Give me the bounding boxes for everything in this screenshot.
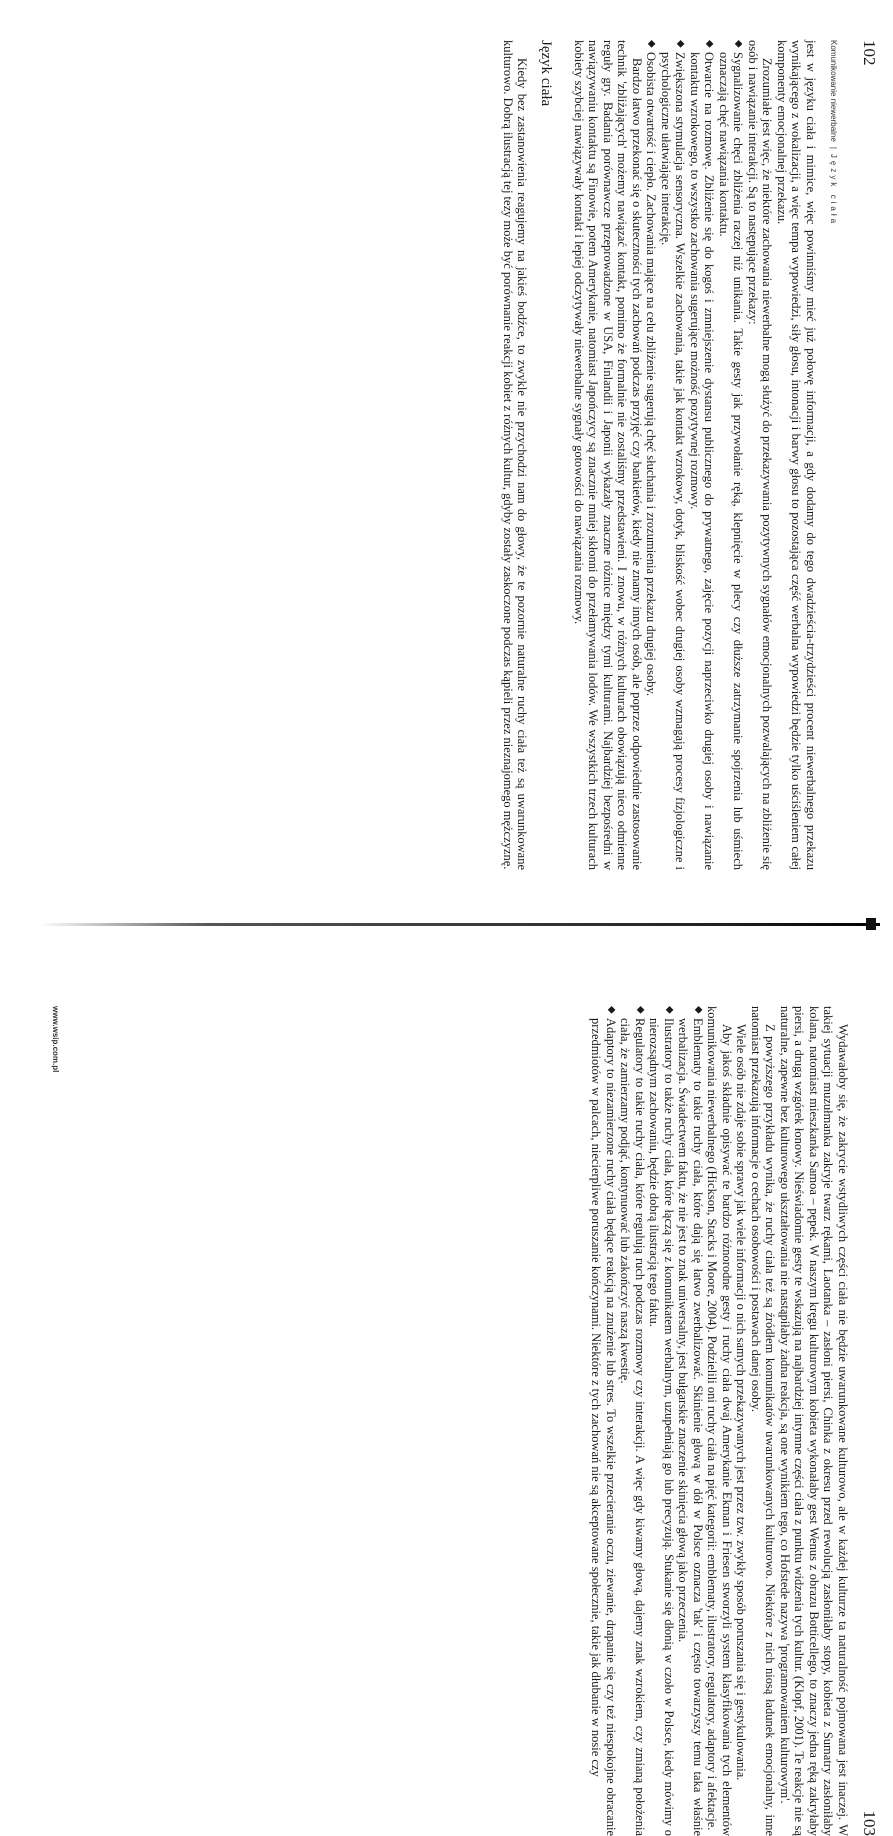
bullet-item <box>618 1006 647 1836</box>
page-103-content <box>589 1006 850 1836</box>
footer-url: www.wsip.com.pl <box>51 1006 61 1073</box>
bullet-text: Zwiększona stymulacja sensoryczna. Wszelkie zachowania, takie jak kontakt wzrokowy, dotyk, bliskość wobec drugiej osoby wzmagają procesy fizjologiczne i psychologiczne ułatwiające interakcję. <box>659 52 688 870</box>
page-number-left: 102 <box>860 40 879 66</box>
bullet-diamond-icon: ◆ <box>675 40 687 48</box>
page-gutter <box>40 923 880 926</box>
bullet-text: Regulatory to takie ruchy ciała, które regulują ruch podczas rozmowy czy interakcji. A więc gdy kiwamy głową, dajemy znak wzrokiem, czy zmianą położenia ciała, że zamierzamy podjąć, kontynuować lub zakończyć naszą kwestię. <box>618 1018 647 1836</box>
paragraph: jest w języku ciała i mimice, więc powinniśmy mieć już połowę informacji, a gdy dodamy do tego dwadzieścia-trzydzieści procent niewerbalnego przekazu wynikającego z wokalizacji, a więc tempa wypowiedzi, siły głosu, intonacji i barwy głosu to pozostająca część werbalna wypowiedzi będzie tylko uściśleniem całej komponenty emocjonalnej przekazu. <box>775 40 818 870</box>
bullet-diamond-icon: ◆ <box>733 40 745 48</box>
bullet-text: Sygnalizowanie chęci zbliżenia raczej niż unikania. Takie gesty jak przywołanie ręką, klepnięcie w plecy czy dłuższe zatrzymanie spojrzenia lub uśmiech oznaczają chęć nawiązania kontaktu. <box>717 52 746 870</box>
paragraph: Aby jakoś składnie opisywać te bardzo różnorodne gesty i ruchy ciała dwaj Amerykanie Ekman i Friesen stworzyli system klasyfikowania tych elementów komunikowania niewerbalnego (Hickson, Stacks i Moore, 2004). Podzielili oni ruchy ciała na pięć kategorii: emblematy, ilustratory, regulatory, adaptory i afektacje. <box>705 1006 734 1836</box>
page-102-content <box>501 40 819 870</box>
page-number-right: 103 <box>860 1810 879 1836</box>
bullet-list <box>589 1006 705 1836</box>
bullet-text: Emblematy to takie ruchy ciała, które dają się łatwo zwerbalizować. Skinienie głową w dół w Polsce oznacza 'tak' i często towarzyszy temu taka właśnie werbalizacja. Świadectwem faktu, że nie jest to znak uniwersalny, jest bułgarskie znaczenie skinięcia głową jako przeczenia. <box>676 1018 705 1836</box>
bullet-item <box>644 40 659 870</box>
bullet-item <box>676 1006 705 1836</box>
paragraph: Kiedy bez zastanowienia reagujemy na jakieś bodźce, to zwykle nie przychodzi nam do głowy, że te pozornie naturalne ruchy ciała też są uwarunkowane kulturowo. Dobrą ilustracją tej tezy może być porównanie reakcji kobiet z różnych kultur, gdyby zostały zaskoczone podczas kąpieli przez nieznajomego mężczyznę. <box>501 40 530 870</box>
bullet-diamond-icon: ◆ <box>635 1006 646 1014</box>
section-heading: Język ciała <box>538 40 555 107</box>
bullet-diamond-icon: ◆ <box>664 1006 675 1014</box>
paragraph: Zrozumiałe jest więc, że niektóre zachowania niewerbalne mogą służyć do przekazywania pozytywnych sygnałów emocjonalnych pozwalających na zbliżenie się osób i nawiązanie interakcji. Są to następujące przekazy: <box>746 40 775 870</box>
paragraph: Wiele osób nie zdaje sobie sprawy jak wiele informacji o nich samych przekazywanych jest przez tzw. zwykły sposób poruszania się i gestykulowania. <box>734 1024 749 1781</box>
bullet-text: Ilustratory to także ruchy ciała, które łączą się z komunikatem werbalnym, uzupełniają go lub precyzują. Stukanie się dłonią w czoło w Polsce, kiedy mówimy o nierozsądnym zachowaniu, będzie dobrą ilustracją tego faktu. <box>647 1018 676 1836</box>
bullet-text: Adaptory to niezamierzone ruchy ciała będące reakcją na znużenie lub stres. To wszelkie przecieranie oczu, ziewanie, drapanie się czy też niespokojne obracanie przedmiotów w palcach, niecierpliwe poruszanie kończynami. Niektóre z tych zachowań nie są akceptowane społecznie, takie jak dłubanie w nosie czy <box>589 1018 618 1836</box>
bullet-text: Osobista otwartość i ciepło. Zachowania mające na celu zbliżenie sugerują chęć słuchania i zrozumienia przekazu drugiej osoby. <box>644 52 659 697</box>
running-head-separator: | <box>829 146 838 149</box>
bullet-diamond-icon: ◆ <box>606 1006 617 1014</box>
bullet-diamond-icon: ◆ <box>646 40 658 48</box>
paragraph: Wydawałoby się, że zakrycie wstydliwych części ciała nie będzie uwarunkowane kulturowo, ale w każdej kulturze ta naturalność pojmowana jest inaczej. W takiej sytuacji muzułmanka zakryje twarz rękami, Laotanka – zasłoni piersi, Chinka z okresu przed rewolucją zasłoniłaby stopy, kobieta z Sumatry zasłoniłaby kolana, natomiast mieszkanka Samoa – pępek. W naszym kręgu kulturowym kobieta wykonałaby gest Wenus z obrazu Botticellego, to znaczy jedna ręką zakryłaby piersi, a drugą wzgórek łonowy. Nieświadomie gesty te wskazują na najbardziej intymne części ciała z punktu widzenia tych kultur. (Klopf, 2001). Te reakcje nie są naturalne, zapewne bez kulturowego ukształtowania nie nastąpiłaby żadna reakcja, są one wynikiem tego, co Hofstede nazywa 'programowaniem kulturowym'. <box>778 1006 850 1836</box>
paragraph: Z powyższego przykładu wynika, że ruchy ciała też są źródłem komunikatów uwarunkowanych kulturowo. Niektóre z nich niosą ładunek emocjonalny, inne natomiast przekazują informacje o cechach osobowości i postawach danej osoby. <box>749 1006 778 1836</box>
bullet-text: Otwarcie na rozmowę. Zbliżenie się do kogoś i zmniejszenie dystansu publicznego do prywatnego, zajęcie pozycji naprzeciwko drugiej osoby i nawiązanie kontaktu wzrokowego, to wszystko zachowania sugerujące możność pozytywnej rozmowy. <box>688 52 717 870</box>
bullet-item <box>659 40 688 870</box>
bullet-list <box>644 40 746 870</box>
page-102 <box>48 40 878 870</box>
running-head <box>828 40 838 226</box>
paragraph: Bardzo łatwo przekonać się o skuteczności tych zachowań podczas przyjęć czy bankietów, kiedy nie znamy innych osób, ale poprzez odpowiednie zastosowanie technik 'zbliżających' możemy nawiązać kontakt, pomimo że formalnie nie zostaliśmy przedstawieni. I znowu, w różnych kulturach obowiązują nieco odmienne reguły gry. Badania porównawcze przeprowadzone w USA, Finlandii i Japonii wykazały znaczne różnice między tymi kulturami. Najbardziej bezpośredni w nawiązywaniu kontaktu są Finowie, potem Amerykanie, natomiast Japończycy są znacznie mniej skłonni do przełamywania lodów. We wszystkich trzech kulturach kobiety szybciej nawiązywały kontakt i lepiej odczytywały niewerbalne sygnały gotowości do nawiązania rozmowy. <box>572 40 644 870</box>
bullet-item <box>647 1006 676 1836</box>
bullet-item <box>717 40 746 870</box>
binding-mark <box>866 918 876 930</box>
running-head-section: Język ciała <box>829 153 838 227</box>
bullet-item <box>688 40 717 870</box>
bullet-diamond-icon: ◆ <box>693 1006 704 1014</box>
running-head-book: Komunikowanie niewerbalne <box>829 40 838 142</box>
bullet-item <box>589 1006 618 1836</box>
bullet-diamond-icon: ◆ <box>704 40 716 48</box>
page-103 <box>48 1006 878 1836</box>
